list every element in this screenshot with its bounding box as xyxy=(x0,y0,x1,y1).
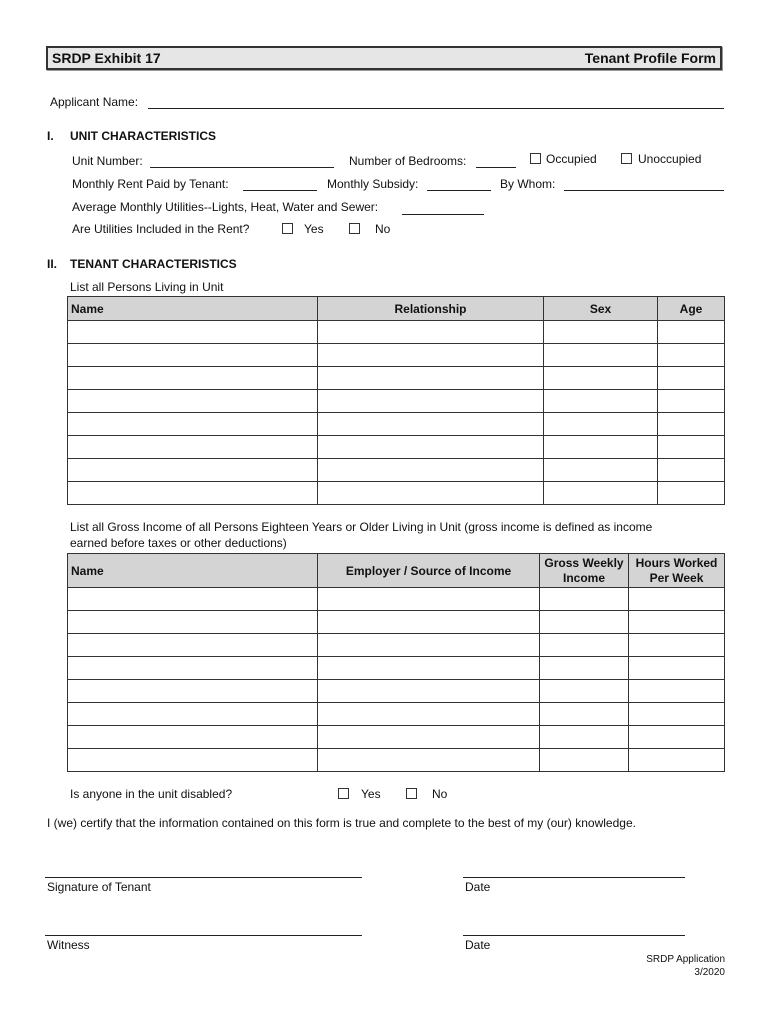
table-cell[interactable] xyxy=(540,611,629,634)
table-cell[interactable] xyxy=(68,611,318,634)
table-cell[interactable] xyxy=(540,634,629,657)
table-cell[interactable] xyxy=(629,657,725,680)
tenant-signature-label: Signature of Tenant xyxy=(47,880,151,894)
table-cell[interactable] xyxy=(658,390,725,413)
table-cell[interactable] xyxy=(658,413,725,436)
subsidy-label: Monthly Subsidy: xyxy=(327,177,419,191)
disabled-no-label: No xyxy=(432,787,448,801)
income-caption-line1: List all Gross Income of all Persons Eighteen Years or Older Living in Unit (gross income is defined as income xyxy=(70,520,653,534)
table-cell[interactable] xyxy=(318,367,544,390)
persons-col-relationship: Relationship xyxy=(318,297,544,321)
form-title: Tenant Profile Form xyxy=(584,50,716,66)
table-row xyxy=(68,413,725,436)
utilities-no-label: No xyxy=(375,222,391,236)
income-table xyxy=(67,553,725,772)
table-row xyxy=(68,390,725,413)
income-caption-line2: earned before taxes or other deductions) xyxy=(70,536,287,550)
table-cell[interactable] xyxy=(68,459,318,482)
unoccupied-checkbox[interactable] xyxy=(621,153,632,164)
table-cell[interactable] xyxy=(629,726,725,749)
table-cell[interactable] xyxy=(68,321,318,344)
table-cell[interactable] xyxy=(540,749,629,772)
table-cell[interactable] xyxy=(544,367,658,390)
table-cell[interactable] xyxy=(658,367,725,390)
table-cell[interactable] xyxy=(318,726,540,749)
witness-signature-label: Witness xyxy=(47,938,90,952)
tenant-date-label: Date xyxy=(465,880,491,894)
table-cell[interactable] xyxy=(318,436,544,459)
by-whom-field[interactable] xyxy=(564,190,724,191)
table-cell[interactable] xyxy=(544,321,658,344)
table-cell[interactable] xyxy=(318,413,544,436)
table-cell[interactable] xyxy=(68,749,318,772)
rent-label: Monthly Rent Paid by Tenant: xyxy=(72,177,229,191)
table-cell[interactable] xyxy=(318,482,544,505)
table-cell[interactable] xyxy=(68,657,318,680)
disabled-yes-label: Yes xyxy=(361,787,381,801)
table-cell[interactable] xyxy=(68,726,318,749)
table-cell[interactable] xyxy=(544,413,658,436)
table-cell[interactable] xyxy=(318,749,540,772)
table-cell[interactable] xyxy=(658,321,725,344)
table-cell[interactable] xyxy=(629,749,725,772)
exhibit-label: SRDP Exhibit 17 xyxy=(52,50,161,66)
table-cell[interactable] xyxy=(68,680,318,703)
table-cell[interactable] xyxy=(629,680,725,703)
table-cell[interactable] xyxy=(658,344,725,367)
section1-title: UNIT CHARACTERISTICS xyxy=(70,129,216,143)
footer-doc-name: SRDP Application xyxy=(646,954,725,965)
table-cell[interactable] xyxy=(68,634,318,657)
table-row xyxy=(68,634,725,657)
table-cell[interactable] xyxy=(544,482,658,505)
utilities-yes-label: Yes xyxy=(304,222,324,236)
table-cell[interactable] xyxy=(544,436,658,459)
disabled-yes-checkbox[interactable] xyxy=(338,788,349,799)
table-cell[interactable] xyxy=(629,611,725,634)
applicant-name-label: Applicant Name: xyxy=(50,95,139,109)
bedrooms-field[interactable] xyxy=(476,167,516,168)
table-cell[interactable] xyxy=(68,588,318,611)
disabled-label: Is anyone in the unit disabled? xyxy=(70,787,233,801)
table-cell[interactable] xyxy=(68,413,318,436)
occupied-label: Occupied xyxy=(546,152,597,166)
utilities-yes-checkbox[interactable] xyxy=(282,223,293,234)
table-cell[interactable] xyxy=(544,459,658,482)
table-cell[interactable] xyxy=(540,726,629,749)
table-cell[interactable] xyxy=(318,634,540,657)
subsidy-field[interactable] xyxy=(427,190,491,191)
utilities-field[interactable] xyxy=(402,214,484,215)
occupied-checkbox[interactable] xyxy=(530,153,541,164)
table-cell[interactable] xyxy=(318,390,544,413)
utilities-no-checkbox[interactable] xyxy=(349,223,360,234)
table-row xyxy=(68,749,725,772)
bedrooms-label: Number of Bedrooms: xyxy=(349,154,467,168)
table-cell[interactable] xyxy=(544,344,658,367)
applicant-name-field[interactable] xyxy=(148,108,724,109)
table-cell[interactable] xyxy=(68,703,318,726)
table-row xyxy=(68,436,725,459)
income-col-employer: Employer / Source of Income xyxy=(318,554,540,588)
table-row xyxy=(68,459,725,482)
persons-col-name: Name xyxy=(68,297,318,321)
table-cell[interactable] xyxy=(318,459,544,482)
persons-col-sex: Sex xyxy=(544,297,658,321)
table-cell[interactable] xyxy=(658,482,725,505)
table-cell[interactable] xyxy=(68,367,318,390)
unoccupied-label: Unoccupied xyxy=(638,152,702,166)
table-cell[interactable] xyxy=(540,703,629,726)
table-row xyxy=(68,367,725,390)
witness-signature-line[interactable] xyxy=(45,935,362,936)
income-col-hours-worked: Hours Worked Per Week xyxy=(629,554,725,588)
table-cell[interactable] xyxy=(68,390,318,413)
section2-title: TENANT CHARACTERISTICS xyxy=(70,257,237,271)
table-cell[interactable] xyxy=(540,680,629,703)
utilities-included-label: Are Utilities Included in the Rent? xyxy=(72,222,250,236)
certification-text: I (we) certify that the information contained on this form is true and complete to the best of my (our) knowledge. xyxy=(47,816,636,830)
table-cell[interactable] xyxy=(318,321,544,344)
table-cell[interactable] xyxy=(318,344,544,367)
table-cell[interactable] xyxy=(658,459,725,482)
table-row xyxy=(68,344,725,367)
table-row xyxy=(68,321,725,344)
persons-header-row xyxy=(68,297,725,321)
table-row xyxy=(68,482,725,505)
tenant-date-line[interactable] xyxy=(463,877,685,878)
table-cell[interactable] xyxy=(68,482,318,505)
income-header-row xyxy=(68,554,725,588)
table-row xyxy=(68,680,725,703)
table-row xyxy=(68,703,725,726)
income-col-name: Name xyxy=(68,554,318,588)
table-cell[interactable] xyxy=(68,436,318,459)
income-col-gross-weekly: Gross Weekly Income xyxy=(540,554,629,588)
table-cell[interactable] xyxy=(629,703,725,726)
table-cell[interactable] xyxy=(540,588,629,611)
table-cell[interactable] xyxy=(540,657,629,680)
table-row xyxy=(68,611,725,634)
table-cell[interactable] xyxy=(658,436,725,459)
table-cell[interactable] xyxy=(629,634,725,657)
footer-revision-date: 3/2020 xyxy=(694,967,725,978)
witness-date-label: Date xyxy=(465,938,491,952)
table-cell[interactable] xyxy=(318,657,540,680)
table-cell[interactable] xyxy=(318,588,540,611)
table-cell[interactable] xyxy=(318,680,540,703)
table-cell[interactable] xyxy=(629,588,725,611)
unit-number-label: Unit Number: xyxy=(72,154,143,168)
table-row xyxy=(68,657,725,680)
table-row xyxy=(68,726,725,749)
section1-numeral: I. xyxy=(47,129,54,143)
table-cell[interactable] xyxy=(318,703,540,726)
witness-date-line[interactable] xyxy=(463,935,685,936)
disabled-no-checkbox[interactable] xyxy=(406,788,417,799)
utilities-label: Average Monthly Utilities--Lights, Heat, Water and Sewer: xyxy=(72,200,379,214)
table-row xyxy=(68,588,725,611)
tenant-signature-line[interactable] xyxy=(45,877,362,878)
table-cell[interactable] xyxy=(544,390,658,413)
form-header xyxy=(46,46,722,70)
by-whom-label: By Whom: xyxy=(500,177,556,191)
table-cell[interactable] xyxy=(318,611,540,634)
table-cell[interactable] xyxy=(68,344,318,367)
persons-caption: List all Persons Living in Unit xyxy=(70,280,224,294)
rent-field[interactable] xyxy=(243,190,317,191)
persons-table xyxy=(67,296,725,505)
section2-numeral: II. xyxy=(47,257,58,271)
document-footer xyxy=(646,953,725,979)
unit-number-field[interactable] xyxy=(150,167,334,168)
persons-col-age: Age xyxy=(658,297,725,321)
